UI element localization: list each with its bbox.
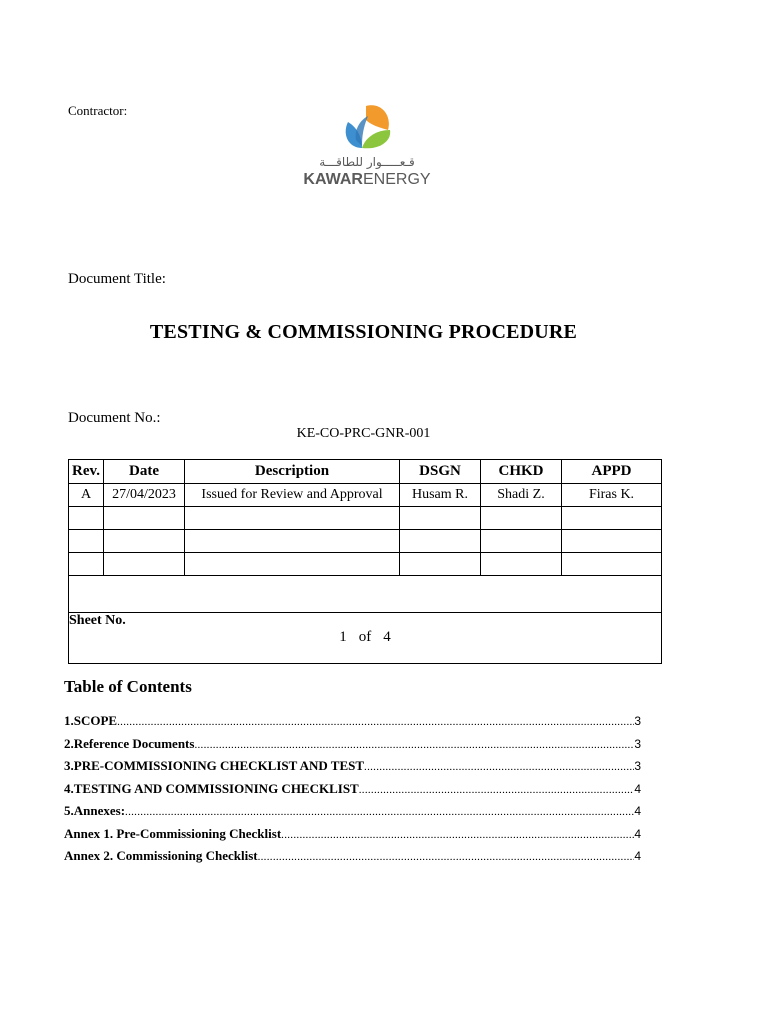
contractor-label: Contractor: bbox=[68, 103, 128, 118]
table-row-empty bbox=[69, 530, 662, 553]
column-header-chkd: CHKD bbox=[481, 460, 562, 484]
logo-name-light: ENERGY bbox=[362, 171, 431, 188]
toc-heading: Table of Contents bbox=[64, 677, 192, 696]
sheet-number-label: Sheet No. bbox=[69, 613, 126, 628]
table-of-contents bbox=[64, 713, 641, 871]
column-header-rev: Rev. bbox=[69, 460, 104, 484]
logo-arabic-text: قـعـــــوار للطاقـــة bbox=[319, 155, 415, 169]
sheet-current: 1 bbox=[339, 629, 347, 645]
toc-entry[interactable] bbox=[64, 758, 641, 781]
table-row bbox=[69, 484, 662, 507]
toc-entry-label: 4.TESTING AND COMMISSIONING CHECKLIST bbox=[64, 780, 359, 796]
toc-entry-page: 3 bbox=[634, 736, 641, 751]
document-number: KE-CO-PRC-GNR-001 bbox=[296, 426, 431, 441]
column-header-dsgn: DSGN bbox=[400, 460, 481, 484]
toc-entry[interactable] bbox=[64, 781, 641, 804]
cell-dsgn: Husam R. bbox=[400, 484, 481, 507]
toc-entry-label: 3.PRE-COMMISSIONING CHECKLIST AND TEST bbox=[64, 758, 365, 773]
toc-entry-label: 5.Annexes: bbox=[64, 803, 126, 818]
document-title-label: Document Title: bbox=[68, 271, 166, 287]
toc-entry-page: 4 bbox=[634, 781, 641, 796]
column-header-date: Date bbox=[104, 460, 185, 484]
kawar-energy-logo bbox=[296, 100, 438, 190]
cell-description: Issued for Review and Approval bbox=[185, 484, 400, 507]
table-row-empty bbox=[69, 507, 662, 530]
toc-entry-label: Annex 1. Pre-Commissioning Checklist bbox=[64, 825, 282, 841]
toc-entry[interactable] bbox=[64, 736, 641, 759]
toc-entry-page: 4 bbox=[634, 849, 641, 863]
logo-leaf-icon bbox=[346, 105, 391, 148]
svg-text:KAWARENERGY bbox=[303, 171, 430, 188]
toc-entry-page: 4 bbox=[634, 826, 641, 841]
sheet-box bbox=[68, 576, 662, 664]
cell-appd: Firas K. bbox=[562, 484, 662, 507]
toc-entry-page: 4 bbox=[634, 804, 641, 818]
toc-entry-page: 3 bbox=[634, 714, 641, 728]
toc-entry[interactable] bbox=[64, 713, 641, 736]
logo-name-bold: KAWAR bbox=[303, 171, 363, 188]
toc-entry-label: 2.Reference Documents bbox=[64, 735, 195, 751]
cell-chkd: Shadi Z. bbox=[481, 484, 562, 507]
sheet-count bbox=[69, 629, 661, 646]
column-header-appd: APPD bbox=[562, 460, 662, 484]
revision-table-header bbox=[69, 460, 662, 484]
document-title: TESTING & COMMISSIONING PROCEDURE bbox=[149, 321, 578, 343]
cell-rev: A bbox=[69, 484, 104, 507]
divider bbox=[69, 612, 661, 613]
toc-entry-label: Annex 2. Commissioning Checklist bbox=[64, 848, 258, 863]
toc-entry[interactable] bbox=[64, 803, 641, 826]
cell-date: 27/04/2023 bbox=[104, 484, 185, 507]
sheet-total: 4 bbox=[383, 629, 391, 645]
toc-entry-label: 1.SCOPE bbox=[64, 713, 118, 728]
column-header-description: Description bbox=[185, 460, 400, 484]
sheet-of: of bbox=[358, 629, 372, 645]
toc-entry-page: 3 bbox=[634, 759, 641, 773]
revision-table bbox=[68, 459, 662, 576]
toc-entry[interactable] bbox=[64, 848, 641, 871]
document-number-label: Document No.: bbox=[68, 410, 161, 426]
table-row-empty bbox=[69, 553, 662, 576]
toc-entry[interactable] bbox=[64, 826, 641, 849]
